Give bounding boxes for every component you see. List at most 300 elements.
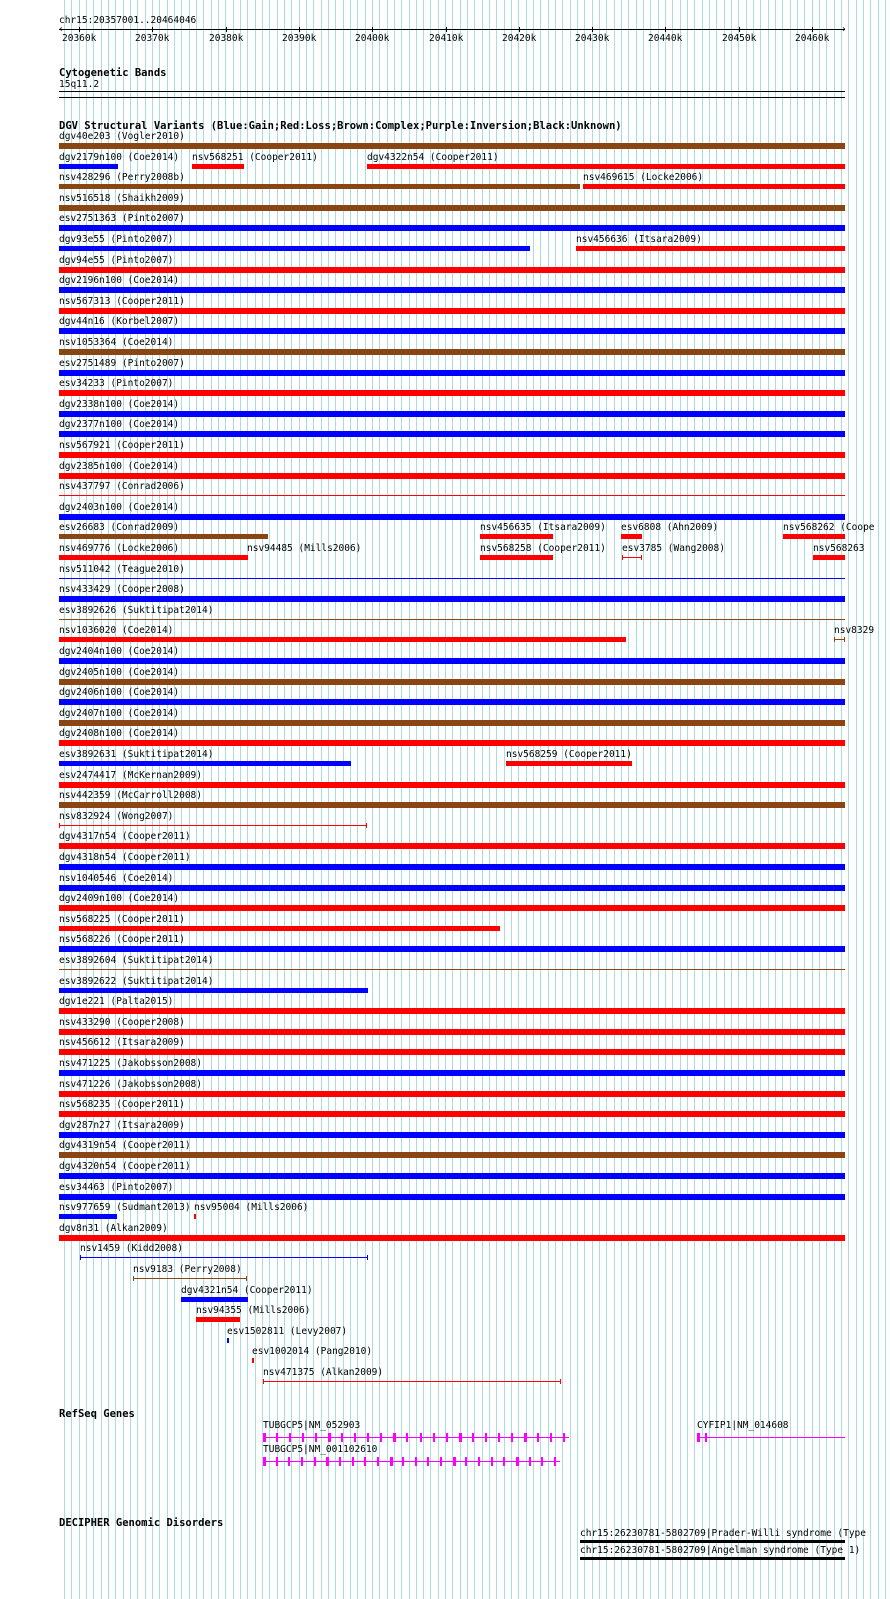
- sv-bar: [59, 495, 845, 496]
- ruler-tick: [592, 27, 593, 32]
- sv-label: esv3785 (Wang2008): [622, 543, 725, 554]
- sv-bar: [80, 1257, 368, 1258]
- sv-label: nsv433290 (Cooper2008): [59, 1017, 185, 1028]
- decipher-entry-bar: [580, 1540, 845, 1543]
- ruler-tick-label: 20410k: [429, 33, 464, 44]
- grid-line: [474, 0, 475, 1599]
- grid-line: [533, 0, 534, 1599]
- grid-line: [372, 0, 373, 1599]
- sv-label: dgv2407n100 (Coe2014): [59, 708, 180, 719]
- gene-exon: [302, 1433, 304, 1442]
- grid-line: [753, 0, 754, 1599]
- sv-bar-end: [834, 637, 835, 642]
- sv-label: nsv568235 (Cooper2011): [59, 1099, 185, 1110]
- sv-bar: [621, 534, 642, 539]
- sv-label: esv2751363 (Pinto2007): [59, 213, 185, 224]
- sv-bar: [506, 761, 632, 766]
- sv-bar: [59, 619, 845, 620]
- gene-exon: [524, 1433, 527, 1442]
- sv-bar: [59, 782, 845, 788]
- sv-bar-end: [641, 555, 642, 560]
- cytobands-track-title: Cytogenetic Bands: [59, 67, 167, 79]
- sv-label: nsv568258 (Cooper2011): [480, 543, 606, 554]
- sv-label: dgv2403n100 (Coe2014): [59, 502, 180, 513]
- sv-bar: [59, 699, 845, 705]
- sv-bar: [480, 555, 553, 560]
- grid-line: [452, 0, 453, 1599]
- sv-label: esv2474417 (McKernan2009): [59, 770, 202, 781]
- sv-label: esv1502811 (Levy2007): [227, 1326, 348, 1337]
- gene-exon: [485, 1433, 487, 1442]
- sv-label: esv3892604 (Suktitipat2014): [59, 955, 214, 966]
- ruler-tick-label: 20380k: [209, 33, 244, 44]
- gene-exon: [491, 1457, 493, 1466]
- ruler-tick-label: 20370k: [135, 33, 170, 44]
- region-label: chr15:20357001..20464046: [59, 15, 197, 26]
- gene-exon: [341, 1433, 343, 1442]
- sv-bar: [59, 926, 500, 931]
- sv-bar-end: [59, 823, 60, 828]
- gene-exon: [263, 1433, 266, 1442]
- sv-label: esv34233 (Pinto2007): [59, 378, 174, 389]
- grid-line: [438, 0, 439, 1599]
- gene-exon: [705, 1433, 707, 1442]
- sv-label: nsv568262 (Coope: [783, 522, 875, 533]
- sv-bar: [480, 534, 553, 539]
- gene-exon: [446, 1433, 448, 1442]
- sv-bar: [252, 1358, 254, 1363]
- gene-exon: [440, 1457, 442, 1466]
- grid-line: [768, 0, 769, 1599]
- grid-line: [467, 0, 468, 1599]
- sv-bar: [59, 411, 845, 417]
- sv-label: nsv832924 (Wong2007): [59, 811, 174, 822]
- sv-label: nsv456635 (Itsara2009): [480, 522, 606, 533]
- grid-line: [555, 0, 556, 1599]
- sv-label: esv3892626 (Suktitipat2014): [59, 605, 214, 616]
- gene-exon: [541, 1457, 543, 1466]
- gene-exon: [364, 1457, 366, 1466]
- sv-label: nsv437797 (Conrad2006): [59, 481, 185, 492]
- ruler-left-arrow: ‹: [58, 24, 64, 35]
- sv-bar: [59, 1091, 845, 1097]
- sv-bar: [59, 1008, 845, 1014]
- sv-bar: [813, 555, 845, 560]
- gene-exon: [415, 1457, 417, 1466]
- sv-label: dgv4320n54 (Cooper2011): [59, 1161, 191, 1172]
- gene-exon: [276, 1457, 278, 1466]
- ruler-tick: [226, 27, 227, 32]
- decipher-entry-bar: [580, 1557, 845, 1560]
- refseq-track-title: RefSeq Genes: [59, 1408, 135, 1420]
- gene-exon: [511, 1433, 513, 1442]
- gene-exon: [459, 1433, 462, 1442]
- grid-line: [379, 0, 380, 1599]
- sv-label: dgv2405n100 (Coe2014): [59, 667, 180, 678]
- sv-bar: [59, 534, 268, 539]
- sv-label: dgv40e203 (Vogler2010): [59, 131, 185, 142]
- sv-bar: [59, 988, 368, 993]
- gene-exon: [315, 1433, 317, 1442]
- gene-exon: [478, 1457, 480, 1466]
- grid-line: [570, 0, 571, 1599]
- sv-label: dgv93e55 (Pinto2007): [59, 234, 174, 245]
- gene-exon: [433, 1433, 435, 1442]
- sv-label: nsv568226 (Cooper2011): [59, 934, 185, 945]
- grid-line: [826, 0, 827, 1599]
- grid-line: [746, 0, 747, 1599]
- grid-line: [489, 0, 490, 1599]
- grid-line: [387, 0, 388, 1599]
- sv-label: dgv2385n100 (Coe2014): [59, 461, 180, 472]
- ruler-tick: [446, 27, 447, 32]
- gene-exon: [427, 1457, 429, 1466]
- sv-label: nsv511042 (Teague2010): [59, 564, 185, 575]
- sv-label: dgv2196n100 (Coe2014): [59, 275, 180, 286]
- ruler-right-arrow: ›: [841, 24, 847, 35]
- sv-bar: [59, 143, 845, 149]
- grid-line: [760, 0, 761, 1599]
- dgv-track-title: DGV Structural Variants (Blue:Gain;Red:Loss;Brown:Complex;Purple:Inversion;Black:Unknown): [59, 120, 622, 132]
- sv-bar-end: [560, 1379, 561, 1384]
- gene-exon: [554, 1457, 556, 1466]
- sv-label: nsv442359 (McCarroll2008): [59, 790, 202, 801]
- sv-bar: [263, 1381, 561, 1382]
- sv-bar: [59, 1049, 845, 1055]
- sv-bar: [247, 555, 248, 560]
- sv-bar: [59, 1214, 117, 1219]
- sv-label: dgv2377n100 (Coe2014): [59, 419, 180, 430]
- sv-bar: [194, 1214, 196, 1219]
- ruler-axis-line: [59, 29, 845, 30]
- sv-bar: [181, 1297, 248, 1302]
- cytoband-rule-top: [59, 91, 845, 92]
- gene-label: TUBGCP5|NM_001102610: [263, 1444, 378, 1455]
- gene-exon: [402, 1457, 404, 1466]
- grid-line: [511, 0, 512, 1599]
- sv-label: dgv2179n100 (Coe2014): [59, 152, 180, 163]
- gene-exon: [339, 1457, 341, 1466]
- sv-bar: [59, 164, 118, 169]
- gene-exon: [367, 1433, 369, 1442]
- sv-bar: [59, 1029, 845, 1035]
- grid-line: [878, 0, 879, 1599]
- grid-line: [518, 0, 519, 1599]
- sv-bar: [59, 287, 845, 293]
- sv-label: nsv456612 (Itsara2009): [59, 1037, 185, 1048]
- ruler-tick-label: 20460k: [795, 33, 830, 44]
- gene-exon: [420, 1433, 422, 1442]
- gene-exon: [328, 1433, 331, 1442]
- grid-line: [819, 0, 820, 1599]
- sv-bar: [59, 1132, 845, 1138]
- grid-line: [526, 0, 527, 1599]
- sv-bar: [59, 637, 626, 642]
- sv-bar: [59, 969, 845, 970]
- grid-line: [255, 0, 256, 1599]
- sv-bar: [367, 164, 845, 169]
- grid-line: [562, 0, 563, 1599]
- sv-bar-end: [367, 1255, 368, 1260]
- sv-label: nsv94355 (Mills2006): [196, 1305, 311, 1316]
- sv-bar: [59, 452, 845, 458]
- sv-bar: [59, 246, 530, 251]
- gene-exon: [393, 1433, 396, 1442]
- grid-line: [445, 0, 446, 1599]
- gene-exon: [390, 1457, 393, 1466]
- sv-bar: [59, 578, 845, 579]
- sv-label: nsv1036020 (Coe2014): [59, 625, 174, 636]
- sv-bar: [59, 864, 845, 870]
- gene-exon: [516, 1457, 519, 1466]
- sv-bar: [59, 1194, 845, 1200]
- grid-line: [775, 0, 776, 1599]
- grid-line: [306, 0, 307, 1599]
- sv-bar: [59, 1173, 845, 1179]
- ruler-tick-label: 20420k: [502, 33, 537, 44]
- sv-bar: [59, 205, 845, 211]
- sv-bar: [59, 885, 845, 891]
- sv-bar-end: [844, 637, 845, 642]
- sv-label: nsv1053364 (Coe2014): [59, 337, 174, 348]
- sv-bar: [59, 679, 845, 685]
- grid-line: [430, 0, 431, 1599]
- sv-label: nsv9183 (Perry2008): [133, 1264, 242, 1275]
- sv-bar: [59, 1111, 845, 1117]
- sv-bar-end: [80, 1255, 81, 1260]
- gene-exon: [498, 1433, 500, 1442]
- sv-label: nsv516518 (Shaikh2009): [59, 193, 185, 204]
- sv-label: dgv287n27 (Itsara2009): [59, 1120, 185, 1131]
- sv-label: esv1002014 (Pang2010): [252, 1346, 373, 1357]
- grid-line: [848, 0, 849, 1599]
- sv-bar: [196, 1317, 240, 1322]
- gene-label: TUBGCP5|NM_052903: [263, 1420, 361, 1431]
- sv-label: nsv456636 (Itsara2009): [576, 234, 702, 245]
- sv-bar: [59, 843, 845, 849]
- sv-label: dgv2338n100 (Coe2014): [59, 399, 180, 410]
- gene-label: CYFIP1|NM_014608: [697, 1420, 789, 1431]
- grid-line: [716, 0, 717, 1599]
- grid-line: [218, 0, 219, 1599]
- sv-label: nsv568225 (Cooper2011): [59, 914, 185, 925]
- gene-exon: [529, 1457, 531, 1466]
- sv-label: dgv2409n100 (Coe2014): [59, 893, 180, 904]
- sv-label: esv2751489 (Pinto2007): [59, 358, 185, 369]
- sv-bar: [59, 370, 845, 376]
- gene-exon: [326, 1457, 329, 1466]
- ruler-tick: [79, 27, 80, 32]
- ruler-tick-label: 20360k: [62, 33, 97, 44]
- sv-label: dgv94e55 (Pinto2007): [59, 255, 174, 266]
- sv-bar: [59, 740, 845, 746]
- decipher-track-title: DECIPHER Genomic Disorders: [59, 1517, 224, 1529]
- sv-bar: [59, 349, 845, 355]
- grid-line: [540, 0, 541, 1599]
- sv-label: dgv2408n100 (Coe2014): [59, 728, 180, 739]
- gene-exon: [465, 1457, 467, 1466]
- grid-line: [416, 0, 417, 1599]
- sv-label: nsv1459 (Kidd2008): [80, 1243, 183, 1254]
- sv-label: esv3892622 (Suktitipat2014): [59, 976, 214, 987]
- sv-label: nsv469615 (Locke2006): [583, 172, 704, 183]
- grid-line: [211, 0, 212, 1599]
- grid-line: [365, 0, 366, 1599]
- gene-exon: [314, 1457, 316, 1466]
- sv-label: nsv1040546 (Coe2014): [59, 873, 174, 884]
- grid-line: [841, 0, 842, 1599]
- sv-label: esv26683 (Conrad2009): [59, 522, 180, 533]
- ruler-tick-label: 20440k: [648, 33, 683, 44]
- grid-line: [321, 0, 322, 1599]
- grid-line: [291, 0, 292, 1599]
- sv-bar: [59, 658, 845, 664]
- grid-line: [548, 0, 549, 1599]
- sv-bar: [59, 1235, 845, 1241]
- sv-label: dgv44n16 (Korbel2007): [59, 316, 180, 327]
- sv-label: nsv567921 (Cooper2011): [59, 440, 185, 451]
- sv-bar: [59, 267, 845, 273]
- grid-line: [782, 0, 783, 1599]
- sv-bar: [59, 225, 845, 231]
- ruler-tick: [812, 27, 813, 32]
- ruler-tick: [372, 27, 373, 32]
- sv-bar: [59, 308, 845, 314]
- grid-line: [504, 0, 505, 1599]
- grid-line: [804, 0, 805, 1599]
- grid-line: [482, 0, 483, 1599]
- sv-label: dgv4322n54 (Cooper2011): [367, 152, 499, 163]
- sv-bar: [783, 534, 845, 539]
- sv-bar: [59, 473, 845, 479]
- cytoband-rule-bottom: [59, 97, 845, 98]
- sv-bar-end: [133, 1276, 134, 1281]
- ruler-tick: [665, 27, 666, 32]
- sv-label: nsv568263: [813, 543, 865, 554]
- gene-exon: [380, 1433, 382, 1442]
- sv-label: nsv568259 (Cooper2011): [506, 749, 632, 760]
- gene-exon: [503, 1457, 505, 1466]
- sv-bar: [59, 555, 248, 560]
- sv-bar-end: [263, 1379, 264, 1384]
- sv-bar: [59, 761, 351, 766]
- grid-line: [240, 0, 241, 1599]
- sv-bar: [59, 720, 845, 726]
- gene-intron-line: [697, 1437, 845, 1438]
- sv-bar-end: [622, 555, 623, 560]
- grid-line: [731, 0, 732, 1599]
- sv-bar: [59, 390, 845, 396]
- decipher-entry-label: chr15:26230781-5802709|Angelman syndrome (Type 1): [580, 1545, 861, 1556]
- gene-exon: [288, 1457, 290, 1466]
- gene-exon: [550, 1433, 552, 1442]
- sv-label: nsv95004 (Mills2006): [194, 1202, 309, 1213]
- sv-bar: [59, 825, 367, 826]
- grid-line: [856, 0, 857, 1599]
- sv-label: dgv4321n54 (Cooper2011): [181, 1285, 313, 1296]
- gene-exon: [377, 1457, 379, 1466]
- grid-line: [247, 0, 248, 1599]
- sv-label: nsv977659 (Sudmant2013): [59, 1202, 191, 1213]
- grid-line: [834, 0, 835, 1599]
- grid-line: [394, 0, 395, 1599]
- sv-label: esv6808 (Ahn2009): [621, 522, 719, 533]
- grid-line: [738, 0, 739, 1599]
- sv-bar: [59, 905, 845, 911]
- ruler-tick: [152, 27, 153, 32]
- grid-line: [812, 0, 813, 1599]
- sv-bar: [59, 514, 845, 520]
- grid-line: [496, 0, 497, 1599]
- grid-line: [409, 0, 410, 1599]
- sv-bar-end: [246, 1276, 247, 1281]
- sv-bar: [133, 1278, 247, 1279]
- sv-label: dgv2406n100 (Coe2014): [59, 687, 180, 698]
- gene-exon: [537, 1433, 539, 1442]
- sv-label: dgv1e221 (Palta2015): [59, 996, 174, 1007]
- grid-line: [262, 0, 263, 1599]
- sv-bar: [59, 184, 580, 189]
- grid-line: [203, 0, 204, 1599]
- grid-line: [401, 0, 402, 1599]
- sv-bar: [622, 557, 642, 558]
- grid-line: [357, 0, 358, 1599]
- sv-label: nsv8329: [834, 625, 875, 636]
- sv-bar: [59, 1070, 845, 1076]
- grid-line: [797, 0, 798, 1599]
- grid-line: [423, 0, 424, 1599]
- grid-line: [269, 0, 270, 1599]
- ruler-tick: [519, 27, 520, 32]
- grid-line: [284, 0, 285, 1599]
- sv-label: nsv433429 (Cooper2008): [59, 584, 185, 595]
- ruler-tick: [299, 27, 300, 32]
- grid-line: [233, 0, 234, 1599]
- ruler-tick-label: 20450k: [722, 33, 757, 44]
- grid-line: [460, 0, 461, 1599]
- gene-exon: [472, 1433, 474, 1442]
- ruler-tick-label: 20400k: [355, 33, 390, 44]
- sv-bar: [59, 596, 845, 602]
- grid-line: [299, 0, 300, 1599]
- gene-exon: [301, 1457, 303, 1466]
- sv-bar: [576, 246, 845, 251]
- gene-exon: [563, 1433, 565, 1442]
- sv-label: dgv4317n54 (Cooper2011): [59, 831, 191, 842]
- sv-bar-end: [366, 823, 367, 828]
- grid-line: [870, 0, 871, 1599]
- ruler-tick-label: 20430k: [575, 33, 610, 44]
- gene-exon: [453, 1457, 456, 1466]
- sv-label: nsv471375 (Alkan2009): [263, 1367, 384, 1378]
- grid-line: [724, 0, 725, 1599]
- sv-label: dgv2404n100 (Coe2014): [59, 646, 180, 657]
- grid-line: [350, 0, 351, 1599]
- grid-line: [885, 0, 886, 1599]
- sv-label: nsv469776 (Locke2006): [59, 543, 180, 554]
- grid-line: [790, 0, 791, 1599]
- gene-exon: [354, 1433, 356, 1442]
- sv-label: dgv4319n54 (Cooper2011): [59, 1140, 191, 1151]
- sv-label: nsv471226 (Jakobsson2008): [59, 1079, 202, 1090]
- sv-label: esv34463 (Pinto2007): [59, 1182, 174, 1193]
- sv-label: nsv471225 (Jakobsson2008): [59, 1058, 202, 1069]
- sv-bar: [227, 1338, 229, 1343]
- gene-exon: [406, 1433, 408, 1442]
- sv-bar: [59, 1152, 845, 1158]
- gene-exon: [697, 1433, 700, 1442]
- sv-label: nsv568251 (Cooper2011): [192, 152, 318, 163]
